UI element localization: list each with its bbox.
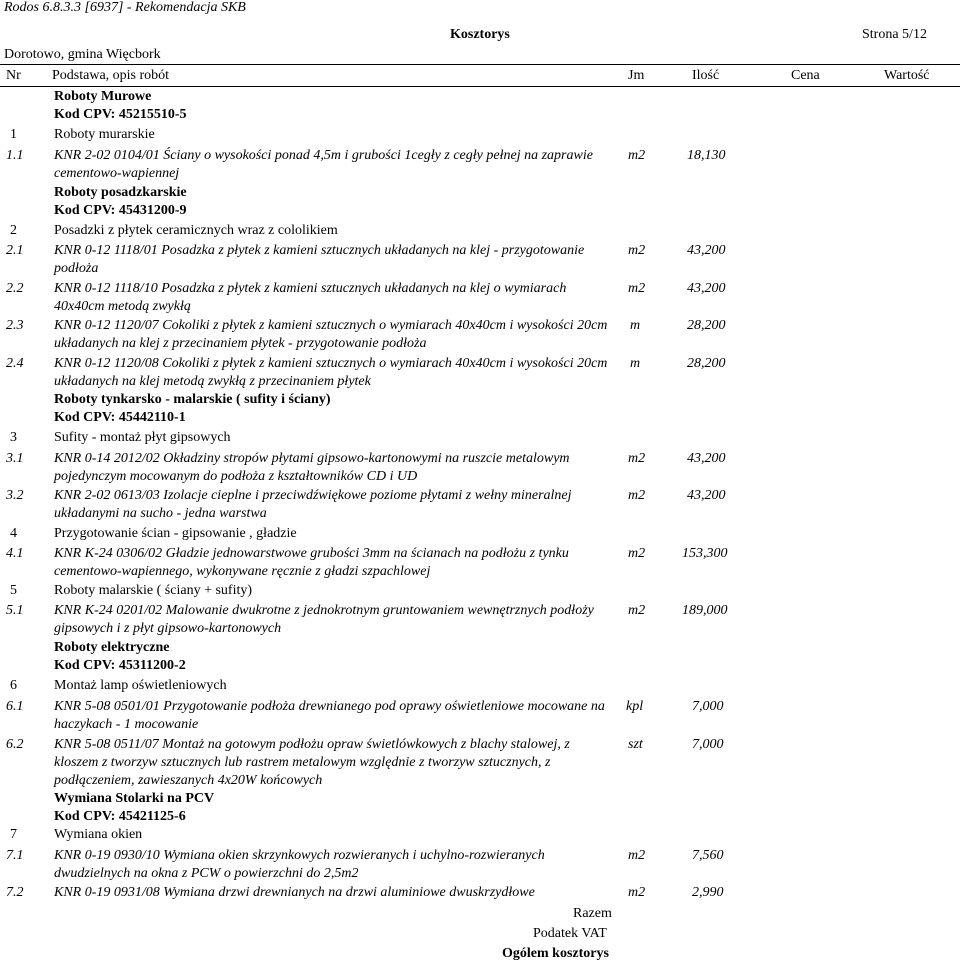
item-jm: m2 <box>628 885 646 900</box>
item-jm: m2 <box>628 848 646 863</box>
group-desc: Montaż lamp oświetleniowych <box>54 678 227 693</box>
total-vat: Podatek VAT <box>533 926 607 941</box>
section-title: Wymiana Stolarki na PCV <box>54 791 215 806</box>
page-number: Strona 5/12 <box>862 27 927 42</box>
item-nr: 2.3 <box>6 318 24 333</box>
section-cpv: Kod CPV: 45311200-2 <box>54 658 186 673</box>
item-qty: 28,200 <box>687 318 726 333</box>
group-desc: Przygotowanie ścian - gipsowanie , gładzie <box>54 526 297 541</box>
group-nr: 1 <box>10 127 17 142</box>
item-desc: KNR 0-12 1120/08 Cokoliki z płytek z kamieni sztucznych o wymiarach 40x40cm i wysokości 20cm układanych na klej metodą zwykłą z przecinaniem płytek <box>54 356 608 389</box>
total-razem: Razem <box>573 906 612 921</box>
item-jm: m <box>630 356 641 371</box>
item-desc: KNR 0-19 0931/08 Wymiana drzwi drewnianych na drzwi aluminiowe dwuskrzydłowe <box>54 885 535 900</box>
item-jm: m2 <box>628 281 646 296</box>
program-name: Rodos 6.8.3.3 [6937] - Rekomendacja SKB <box>4 0 246 15</box>
col-nr: Nr <box>6 68 21 83</box>
item-desc: KNR 5-08 0501/01 Przygotowanie podłoża drewnianego pod oprawy oświetleniowe mocowane na haczykach - 1 mocowanie <box>54 699 605 732</box>
item-qty: 7,000 <box>692 699 724 714</box>
item-qty: 43,200 <box>687 243 726 258</box>
item-jm: m2 <box>628 546 646 561</box>
group-nr: 3 <box>10 430 17 445</box>
item-qty: 18,130 <box>687 148 726 163</box>
group-nr: 5 <box>10 583 17 598</box>
group-desc: Roboty malarskie ( ściany + sufity) <box>54 583 253 598</box>
col-jm: Jm <box>628 68 645 83</box>
item-nr: 3.2 <box>6 488 24 503</box>
item-nr: 2.4 <box>6 356 24 371</box>
item-qty: 2,990 <box>692 885 724 900</box>
item-desc: KNR 0-12 1118/10 Posadzka z płytek z kamieni sztucznych układanych na klej o wymiarach 40x40cm metodą zwykłą <box>54 281 567 314</box>
item-desc: KNR 0-14 2012/02 Okładziny stropów płytami gipsowo-kartonowymi na ruszcie metalowym pojedynczym mocowanym do podłoża z kształtowników CD i UD <box>54 451 570 484</box>
item-jm: szt <box>628 737 643 752</box>
section-title: Roboty posadzkarskie <box>54 185 187 200</box>
item-qty: 43,200 <box>687 281 726 296</box>
item-jm: m2 <box>628 488 646 503</box>
section-title: Roboty tynkarsko - malarskie ( sufity i ściany) <box>54 392 331 407</box>
item-nr: 1.1 <box>6 148 24 163</box>
item-qty: 28,200 <box>687 356 726 371</box>
item-qty: 43,200 <box>687 488 726 503</box>
item-jm: m2 <box>628 148 646 163</box>
item-jm: kpl <box>626 699 644 714</box>
location: Dorotowo, gmina Więcbork <box>4 47 161 62</box>
item-jm: m <box>630 318 641 333</box>
section-title: Roboty Murowe <box>54 89 152 104</box>
item-nr: 3.1 <box>6 451 24 466</box>
item-desc: KNR K-24 0201/02 Malowanie dwukrotne z jednokrotnym gruntowaniem wewnętrznych podłoży gipsowych i z płyt gipsowo-kartonowych <box>54 603 594 636</box>
total-overall: Ogólem kosztorys <box>502 946 609 961</box>
document-title: Kosztorys <box>450 27 510 42</box>
item-jm: m2 <box>628 603 646 618</box>
item-desc: KNR 2-02 0104/01 Ściany o wysokości ponad 4,5m i grubości 1cegły z cegły pełnej na zaprawie cementowo-wapiennej <box>54 148 593 181</box>
item-jm: m2 <box>628 243 646 258</box>
group-nr: 7 <box>10 827 17 842</box>
col-price: Cena <box>791 68 820 83</box>
item-desc: KNR 0-19 0930/10 Wymiana okien skrzynkowych rozwieranych i uchylno-rozwieranych dwudzielnych na okna z PCW o powierzchni do 2,5m2 <box>54 848 545 881</box>
item-desc: KNR 0-12 1118/01 Posadzka z płytek z kamieni sztucznych układanych na klej - przygotowanie podłoża <box>54 243 585 276</box>
group-desc: Roboty murarskie <box>54 127 155 142</box>
section-cpv: Kod CPV: 45215510-5 <box>54 107 187 122</box>
item-qty: 7,560 <box>692 848 724 863</box>
col-qty: Ilość <box>692 68 720 83</box>
group-desc: Wymiana okien <box>54 827 143 842</box>
section-title: Roboty elektryczne <box>54 640 170 655</box>
item-nr: 5.1 <box>6 603 24 618</box>
group-desc: Sufity - montaż płyt gipsowych <box>54 430 231 445</box>
item-jm: m2 <box>628 451 646 466</box>
item-nr: 6.1 <box>6 699 24 714</box>
group-nr: 2 <box>10 223 17 238</box>
item-nr: 7.2 <box>6 885 24 900</box>
col-desc: Podstawa, opis robót <box>52 68 170 83</box>
item-desc: KNR 0-12 1120/07 Cokoliki z płytek z kamieni sztucznych o wymiarach 40x40cm i wysokości 20cm układanych na klej z przecinaniem płytek - przygotowanie podłoża <box>54 318 608 351</box>
section-cpv: Kod CPV: 45421125-6 <box>54 809 186 824</box>
item-nr: 4.1 <box>6 546 24 561</box>
item-nr: 6.2 <box>6 737 24 752</box>
group-nr: 4 <box>10 526 17 541</box>
item-qty: 153,300 <box>682 546 728 561</box>
section-cpv: Kod CPV: 45442110-1 <box>54 410 186 425</box>
item-desc: KNR 2-02 0613/03 Izolacje cieplne i przeciwdźwiękowe poziome płytami z wełny mineralnej układanymi na sucho - jedna warstwa <box>54 488 572 521</box>
item-nr: 2.1 <box>6 243 24 258</box>
header-rule-top <box>0 64 960 65</box>
group-nr: 6 <box>10 678 17 693</box>
item-qty: 7,000 <box>692 737 724 752</box>
item-desc: KNR K-24 0306/02 Gładzie jednowarstwowe grubości 3mm na ścianach na podłożu z tynku cementowo-wapiennego, wykonywane ręcznie z gładzi szpachlowej <box>54 546 569 579</box>
section-cpv: Kod CPV: 45431200-9 <box>54 203 187 218</box>
header-rule-bottom <box>0 86 960 87</box>
item-qty: 189,000 <box>682 603 728 618</box>
item-qty: 43,200 <box>687 451 726 466</box>
item-desc: KNR 5-08 0511/07 Montaż na gotowym podłożu opraw świetlówkowych z blachy stalowej, z kloszem z tworzyw sztucznych lub rastrem metalowym względnie z tworzyw sztucznych, z podłączeniem, zawieszanych 4x20W końcowych <box>54 737 570 788</box>
group-desc: Posadzki z płytek ceramicznych wraz z cololikiem <box>54 223 338 238</box>
item-nr: 2.2 <box>6 281 24 296</box>
item-nr: 7.1 <box>6 848 24 863</box>
col-value: Wartość <box>884 68 930 83</box>
